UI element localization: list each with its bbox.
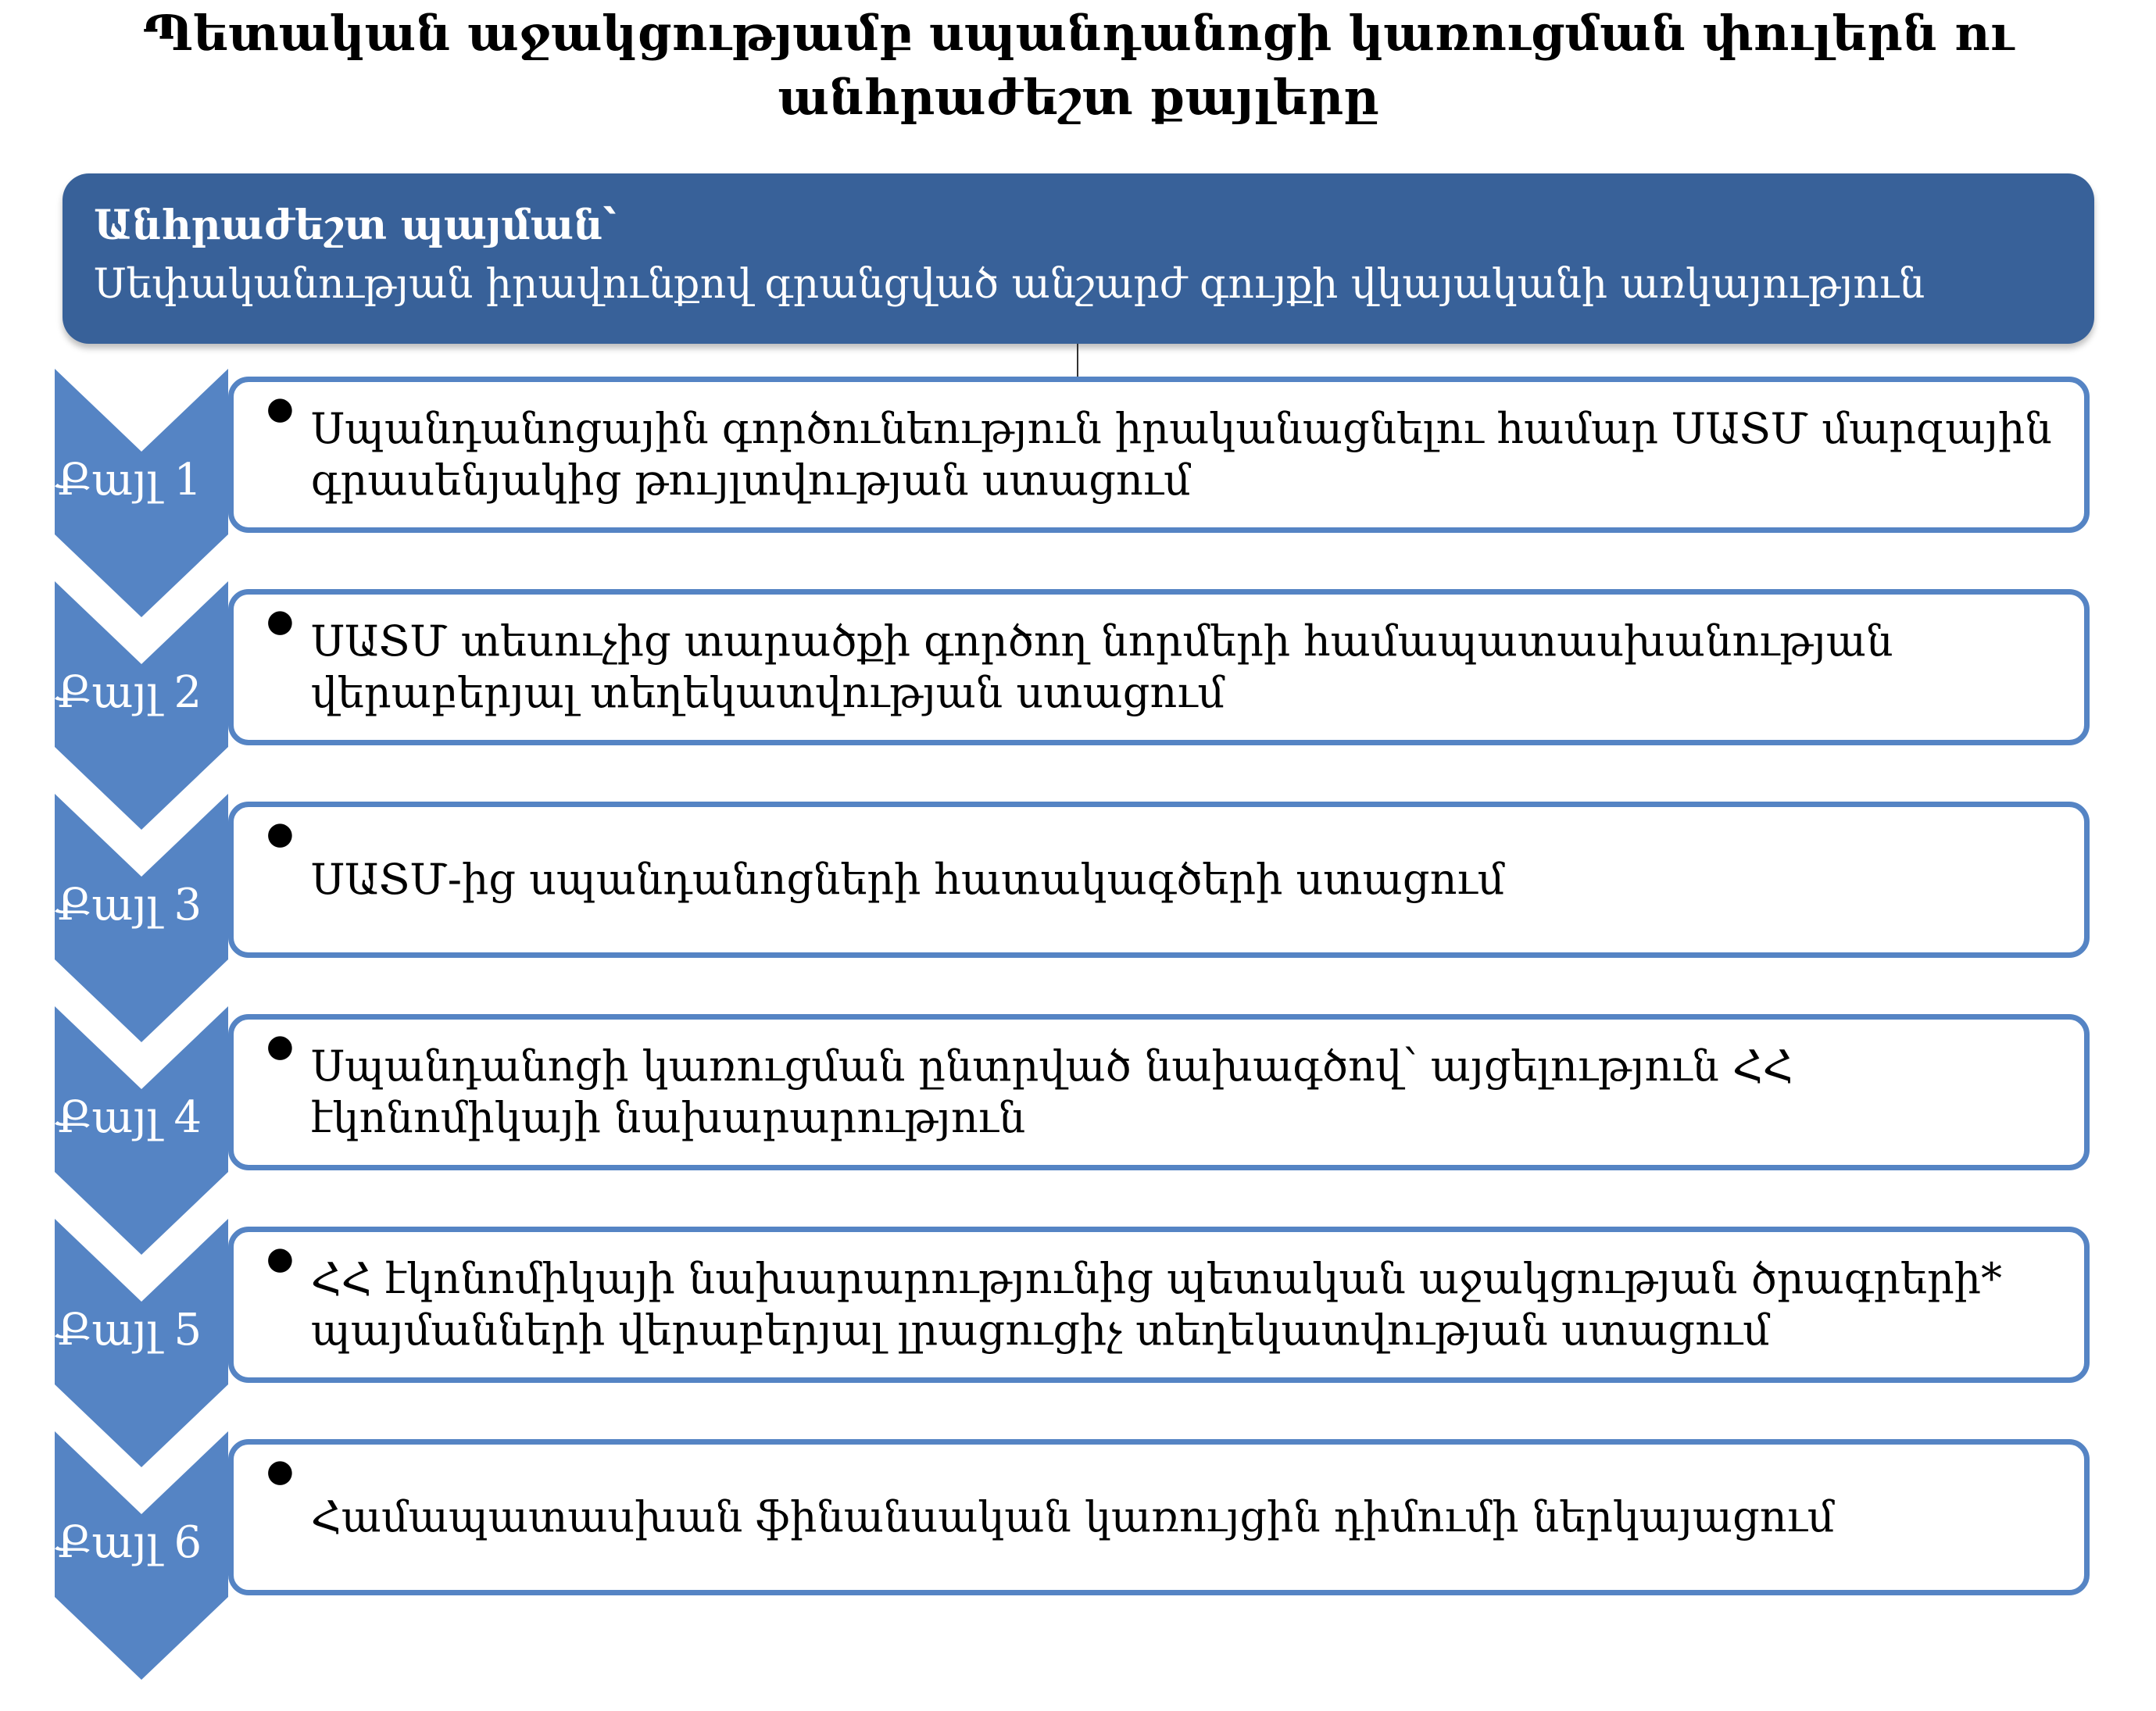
- step-text: Համապատասխան ֆինանսական կառույցին դիմումի ներկայացում: [310, 1492, 1835, 1541]
- step-label: Քայլ 3: [55, 880, 202, 931]
- step-box: [228, 377, 2090, 533]
- prerequisite-title: Անհրաժեշտ պայման՝: [94, 202, 617, 249]
- step-label: Քայլ 6: [55, 1517, 202, 1568]
- bullet-icon: ●: [266, 1241, 294, 1277]
- bullet-icon: ●: [266, 816, 294, 852]
- step-box: [228, 1227, 2090, 1383]
- step-text: ՍԱՏՄ-ից սպանդանոցների հատակագծերի ստացում: [310, 855, 1505, 904]
- step-text: Սպանդանոցի կառուցման ընտրված նախագծով՝ այցելություն ՀՀ էկոնոմիկայի նախարարություն: [310, 1041, 1793, 1142]
- step-text: ՍԱՏՄ տեսուչից տարածքի գործող նորմերի համապատասխանության վերաբերյալ տեղեկատվության ստացում: [310, 616, 1893, 717]
- diagram-title: Պետական աջակցությամբ սպանդանոցի կառուցման փուլերն ու անհրաժեշտ քայլերը: [143, 5, 2014, 126]
- step-box: [228, 1014, 2090, 1170]
- bullet-icon: ●: [266, 1453, 294, 1489]
- bullet-icon: ●: [266, 391, 294, 427]
- step-box: [228, 589, 2090, 745]
- step-box: [228, 802, 2090, 958]
- step-text: Սպանդանոցային գործունեություն իրականացնելու համար ՍԱՏՄ մարզային գրասենյակից թույլտվության ստացում: [310, 404, 2052, 505]
- step-text: ՀՀ էկոնոմիկայի նախարարությունից պետական աջակցության ծրագրերի* պայմանների վերաբերյալ լրացուցիչ տեղեկատվության ստացում: [310, 1254, 2003, 1355]
- step-label: Քայլ 2: [55, 667, 202, 718]
- bullet-icon: ●: [266, 603, 294, 639]
- step-label: Քայլ 4: [55, 1092, 202, 1143]
- step-label: Քայլ 5: [55, 1305, 202, 1356]
- step-box: [228, 1439, 2090, 1595]
- prerequisite-text: Սեփականության իրավունքով գրանցված անշարժ գույքի վկայականի առկայություն: [94, 261, 1925, 308]
- step-label: Քայլ 1: [55, 455, 202, 505]
- bullet-icon: ●: [266, 1028, 294, 1064]
